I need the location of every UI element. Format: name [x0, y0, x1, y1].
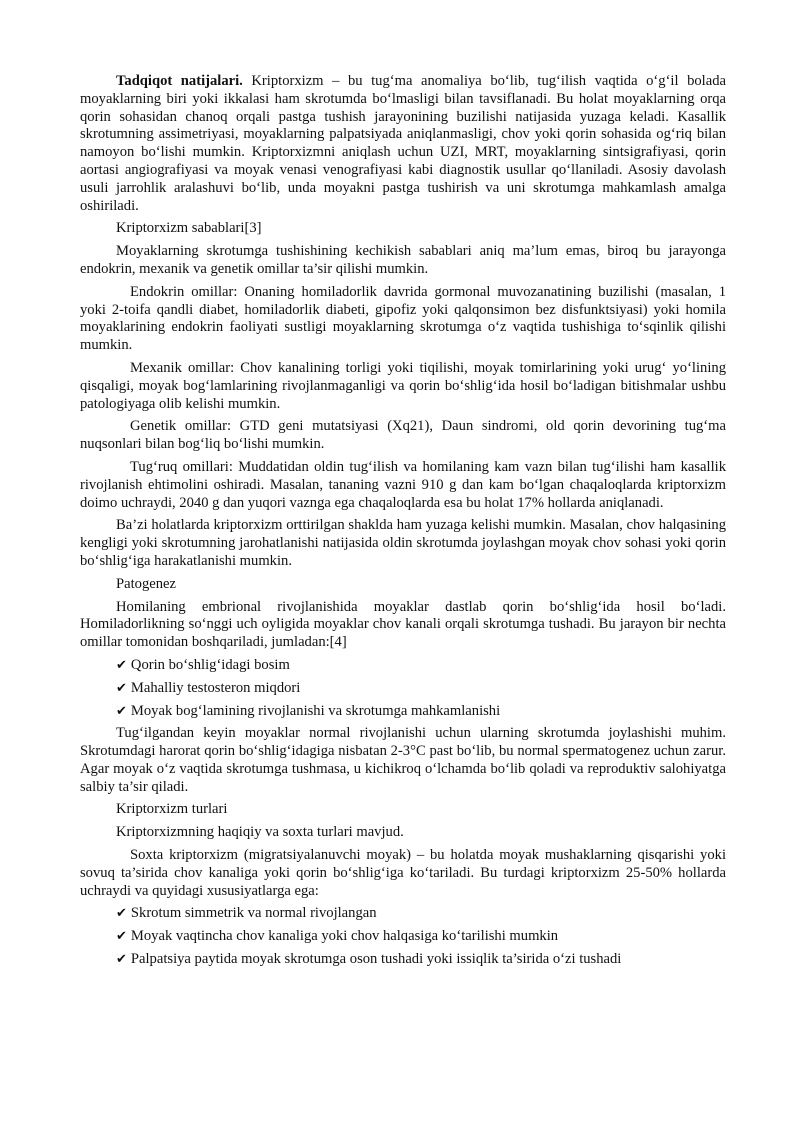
- types-heading: Kriptorxizm turlari: [116, 801, 228, 818]
- check-item-text: Moyak vaqtincha chov kanaliga yoki chov halqasiga ko‘tarilishi mumkin: [130, 928, 559, 945]
- check-item: [80, 703, 726, 721]
- check-item: [80, 657, 726, 675]
- results-heading: Tadqiqot natijalari.: [116, 73, 243, 89]
- check-item: [80, 680, 726, 698]
- check-item-text: Qorin bo‘shlig‘idagi bosim: [130, 656, 290, 673]
- document-page: [80, 73, 726, 974]
- false-cryptorchidism: [80, 847, 726, 900]
- results-text: Kriptorxizm – bu tug‘ma anomaliya bo‘lib, tug‘ilish vaqtida o‘g‘il bolada moyaklarning biri yoki ikkalasi ham skrotumda bo‘lmasligi bilan tavsiflanadi. Bu holat moyaklarning orqa qorin sohasidan chanoq orqali pastga tushish jarayonining buzilishi natijasida yuzaga keladi. Kasallik skrotumning assimetriyasi, moyaklarning palpatsiyada aniqlanmasligi, chov yoki qorin sohasida og‘riq bilan namoyon bo‘lishi mumkin. Kriptorxizmni aniqlash uchun UZI, MRT, moyaklarning sintsigrafiyasi, qorin aortasi angiografiyasi va moyak venasi venografiyasi kabi diagnostik usullar qo‘llaniladi. Asosiy davolash usuli jarrohlik aralashuvi bo‘lib, unda moyakni pastga tushirish va uni skrotumga mahkamlash amalga oshiriladi.: [80, 73, 726, 214]
- check-item-text: Mahalliy testosteron miqdori: [130, 679, 301, 696]
- genetic-factors: [80, 418, 726, 454]
- types-intro: Kriptorxizmning haqiqiy va soxta turlari mavjud.: [116, 824, 404, 841]
- check-icon: ✔: [116, 657, 127, 673]
- endocrine-text: Endokrin omillar: Onaning homiladorlik davrida gormonal muvozanatining buzilishi (masalan, 1 yoki 2-toifa qandli diabet, homiladorlik diabeti, gipofiz yoki qalqonsimon bez disfunktsiyasi) yoki homila moyaklarining endokrin faoliyati sustligi moyaklarning skrotumga o‘z vaqtida tushishiga to‘sqinlik qilishi mumkin.: [80, 283, 726, 354]
- check-icon: ✔: [116, 929, 127, 945]
- endocrine-factors: [80, 284, 726, 355]
- postnatal-paragraph: Tug‘ilgandan keyin moyaklar normal rivojlanishi uchun ularning skrotumda joylashishi muhim. Skrotumdagi harorat qorin bo‘shlig‘idagiga nisbatan 2-3°C past bo‘lib, bu normal spermatogenez uchun zarur. Agar moyak o‘z vaqtida skrotumga tushmasa, u kichikroq o‘lchamda bo‘lib qoladi va reproduktiv salohiyatga salbiy ta’sir qiladi.: [80, 725, 726, 795]
- check-item: [80, 951, 726, 969]
- genetic-text: Genetik omillar: GTD geni mutatsiyasi (Xq21), Daun sindromi, old qorin devorining tug‘ma nuqsonlari bilan bog‘liq bo‘lishi mumkin.: [80, 418, 726, 453]
- mechanical-factors: [80, 360, 726, 413]
- causes-intro: Moyaklarning skrotumga tushishining kechikish sabablari aniq ma’lum emas, biroq bu jarayonga endokrin, mexanik va genetik omillar ta’sir qilishi mumkin.: [80, 243, 726, 277]
- mechanical-text: Mexanik omillar: Chov kanalining torligi yoki tiqilishi, moyak tomirlarining yoki urug‘ yo‘lining qisqaligi, moyak bog‘lamlarining rivojlanmaganligi va qorin bo‘shlig‘ida hosil bo‘ladigan bitishmalar ushbu patologiyaga olib kelishi mumkin.: [80, 359, 726, 412]
- check-icon: ✔: [116, 680, 127, 696]
- check-item: [80, 928, 726, 946]
- pathogenesis-paragraph: Homilaning embrional rivojlanishida moyaklar dastlab qorin bo‘shlig‘ida hosil bo‘ladi. Homiladorlikning so‘nggi uch oyligida moyaklar chov kanali orqali skrotumga tushadi. Bu jarayon bir nechta omillar tomonidan boshqariladi, jumladan:[4]: [80, 598, 726, 651]
- check-icon: ✔: [116, 703, 127, 719]
- results-paragraph: [80, 73, 726, 215]
- birth-factors: [80, 459, 726, 512]
- causes-heading: Kriptorxizm sabablari[3]: [116, 220, 262, 237]
- birth-text: Tug‘ruq omillari: Muddatidan oldin tug‘ilish va homilaning kam vazn bilan tug‘ilishi ham kasallik rivojlanish ehtimolini oshiradi. Masalan, tananing vazni 910 g dan kam bo‘lgan chaqaloqlarda kriptorxizm doimo uchraydi, 2040 g dan yuqori vaznga ega chaqaloqlarda esa bu holat 17% hollarda aniqlanadi.: [80, 458, 726, 511]
- pathogenesis-heading: Patogenez: [116, 575, 176, 592]
- check-item: [80, 905, 726, 923]
- false-cryptorchidism-text: Soxta kriptorxizm (migratsiyalanuvchi moyak) – bu holatda moyak mushaklarning qisqarishi yoki sovuq ta’sirida chov kanaliga yoki qorin bo‘shlig‘iga ko‘tariladi. Bu turdagi kriptorxizm 25-50% hollarda uchraydi va quyidagi xususiyatlarga ega:: [80, 847, 726, 899]
- check-icon: ✔: [116, 952, 127, 968]
- check-item-text: Skrotum simmetrik va normal rivojlangan: [130, 905, 377, 922]
- acquired-paragraph: Ba’zi holatlarda kriptorxizm orttirilgan shaklda ham yuzaga kelishi mumkin. Masalan, chov halqasining kengligi yoki skrotumning jarohatlanishi natijasida oldin skrotumda joylashgan moyak chov sohasi yoki qorin bo‘shlig‘iga harakatlanishi mumkin.: [80, 517, 726, 569]
- check-item-text: Moyak bog‘lamining rivojlanishi va skrotumga mahkamlanishi: [130, 702, 501, 719]
- check-icon: ✔: [116, 906, 127, 922]
- check-item-text: Palpatsiya paytida moyak skrotumga oson tushadi yoki issiqlik ta’sirida o‘zi tushadi: [130, 951, 622, 968]
